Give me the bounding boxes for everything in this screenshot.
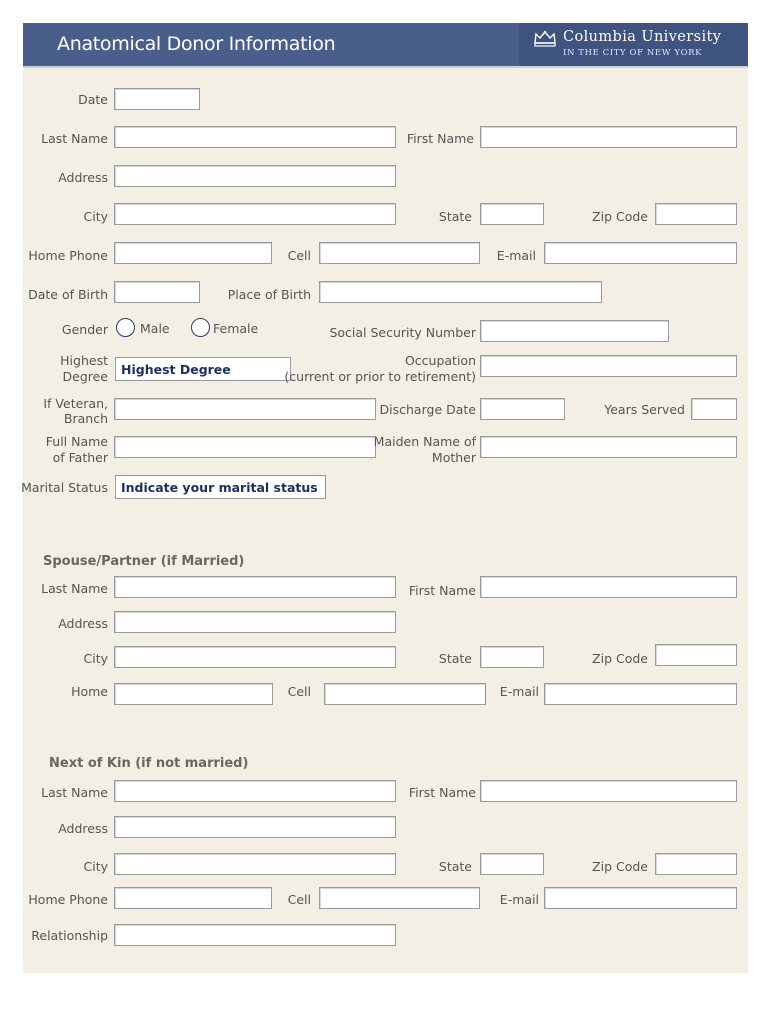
discharge-date-label: Discharge Date <box>379 402 476 417</box>
occupation-label-1: Occupation <box>404 353 476 368</box>
spouse-last-name-label: Last Name <box>41 581 108 596</box>
kin-cell-label: Cell <box>287 892 311 907</box>
logo-wordmark: Columbia University <box>563 29 722 45</box>
header-banner <box>23 23 748 68</box>
veteran-label-2: Branch <box>63 411 108 426</box>
kin-home-phone-label: Home Phone <box>28 892 108 907</box>
spouse-first-name-input[interactable] <box>480 576 737 598</box>
female-label: Female <box>213 321 259 336</box>
spouse-cell-input[interactable] <box>324 683 486 705</box>
spouse-state-label: State <box>438 651 472 666</box>
male-label: Male <box>140 321 170 336</box>
highest-degree-label-2: Degree <box>62 369 108 384</box>
last-name-label: Last Name <box>41 131 108 146</box>
cell-input[interactable] <box>319 242 480 264</box>
spouse-email-input[interactable] <box>544 683 737 705</box>
spouse-address-label: Address <box>58 616 108 631</box>
pob-label: Place of Birth <box>227 287 311 302</box>
email-label: E-mail <box>496 248 536 263</box>
kin-first-name-label: First Name <box>408 785 476 800</box>
highest-degree-label-1: Highest <box>60 353 108 368</box>
address-label: Address <box>58 170 108 185</box>
email-input[interactable] <box>544 242 737 264</box>
spouse-home-label: Home <box>71 684 108 699</box>
kin-address-input[interactable] <box>114 816 396 838</box>
gender-label: Gender <box>61 322 108 337</box>
home-phone-input[interactable] <box>114 242 272 264</box>
spouse-zip-input[interactable] <box>655 644 737 666</box>
kin-state-label: State <box>438 859 472 874</box>
date-input[interactable] <box>114 88 200 110</box>
kin-relationship-label: Relationship <box>31 928 108 943</box>
zip-input[interactable] <box>655 203 737 225</box>
spouse-section-heading: Spouse/Partner (if Married) <box>43 554 245 569</box>
home-phone-label: Home Phone <box>28 248 108 263</box>
pob-input[interactable] <box>319 281 602 303</box>
spouse-address-input[interactable] <box>114 611 396 633</box>
first-name-label: First Name <box>406 131 474 146</box>
date-label: Date <box>78 92 108 107</box>
spouse-email-label: E-mail <box>499 684 539 699</box>
form-title: Anatomical Donor Information <box>57 33 336 55</box>
spouse-zip-label: Zip Code <box>592 651 648 666</box>
marital-status-select[interactable]: Indicate your marital status <box>115 475 326 499</box>
years-served-input[interactable] <box>691 398 737 420</box>
kin-last-name-input[interactable] <box>114 780 396 802</box>
last-name-input[interactable] <box>114 126 396 148</box>
crown-icon <box>533 29 557 47</box>
kin-section-heading: Next of Kin (if not married) <box>49 756 249 771</box>
kin-first-name-input[interactable] <box>480 780 737 802</box>
ssn-input[interactable] <box>480 320 669 342</box>
mother-label-1: Maiden Name of <box>373 434 476 449</box>
female-radio[interactable] <box>191 318 210 337</box>
kin-email-label: E-mail <box>499 892 539 907</box>
zip-label: Zip Code <box>592 209 648 224</box>
father-label-1: Full Name <box>45 434 108 449</box>
kin-email-input[interactable] <box>544 887 737 909</box>
spouse-first-name-label: First Name <box>408 583 476 598</box>
spouse-city-input[interactable] <box>114 646 396 668</box>
cell-label: Cell <box>287 248 311 263</box>
mother-name-input[interactable] <box>480 436 737 458</box>
father-label-2: of Father <box>52 450 108 465</box>
first-name-input[interactable] <box>480 126 737 148</box>
city-label: City <box>83 209 108 224</box>
ssn-label: Social Security Number <box>329 325 476 340</box>
veteran-branch-input[interactable] <box>114 398 376 420</box>
kin-zip-label: Zip Code <box>592 859 648 874</box>
highest-degree-select[interactable]: Highest Degree <box>115 357 291 381</box>
dob-label: Date of Birth <box>28 287 108 302</box>
kin-state-input[interactable] <box>480 853 544 875</box>
city-input[interactable] <box>114 203 396 225</box>
occupation-label-2: (current or prior to retirement) <box>284 369 476 384</box>
spouse-cell-label: Cell <box>287 684 311 699</box>
kin-cell-input[interactable] <box>319 887 480 909</box>
father-name-input[interactable] <box>114 436 376 458</box>
discharge-date-input[interactable] <box>480 398 565 420</box>
university-logo <box>519 23 748 66</box>
kin-home-phone-input[interactable] <box>114 887 272 909</box>
years-served-label: Years Served <box>604 402 685 417</box>
address-input[interactable] <box>114 165 396 187</box>
kin-relationship-input[interactable] <box>114 924 396 946</box>
veteran-label-1: If Veteran, <box>43 396 108 411</box>
spouse-city-label: City <box>83 651 108 666</box>
mother-label-2: Mother <box>431 450 476 465</box>
spouse-state-input[interactable] <box>480 646 544 668</box>
occupation-input[interactable] <box>480 355 737 377</box>
kin-address-label: Address <box>58 821 108 836</box>
male-radio[interactable] <box>116 318 135 337</box>
spouse-home-input[interactable] <box>114 683 273 705</box>
logo-tagline: IN THE CITY OF NEW YORK <box>563 48 703 58</box>
kin-last-name-label: Last Name <box>41 785 108 800</box>
kin-zip-input[interactable] <box>655 853 737 875</box>
marital-status-label: Marital Status <box>21 480 108 495</box>
kin-city-input[interactable] <box>114 853 396 875</box>
spouse-last-name-input[interactable] <box>114 576 396 598</box>
kin-city-label: City <box>83 859 108 874</box>
state-label: State <box>438 209 472 224</box>
dob-input[interactable] <box>114 281 200 303</box>
state-input[interactable] <box>480 203 544 225</box>
